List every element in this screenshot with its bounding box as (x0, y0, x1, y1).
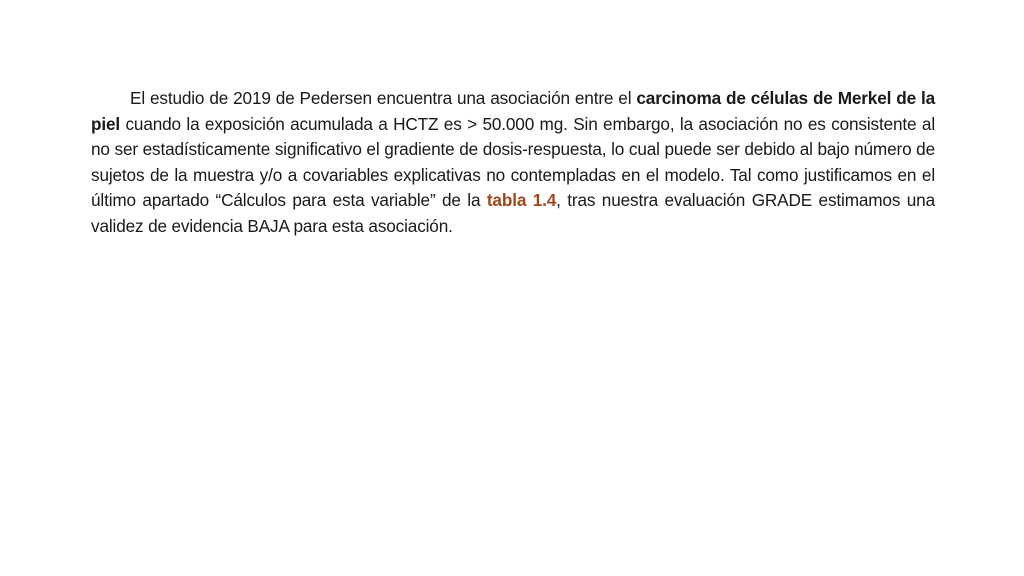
paragraph-text-3: , tras nuestra evaluación GRADE estimamos una validez de evidencia BAJA para esta asociación. (91, 190, 935, 236)
paragraph-text-1: El estudio de 2019 de Pedersen encuentra una asociación entre el (130, 88, 637, 108)
table-reference-link[interactable]: tabla 1.4 (486, 190, 557, 210)
paragraph-text-2: cuando la exposición acumulada a HCTZ es > 50.000 mg. Sin embargo, la asociación no es consistente al no ser estadísticamente significativo el gradiente de dosis-respuesta, lo cual puede ser debido al bajo número de sujetos de la muestra y/o a covariables explicativas no contempladas en el modelo. Tal como justificamos en el último apartado “Cálculos para esta variable” de la (91, 113, 935, 210)
body-paragraph (91, 86, 935, 239)
highlighted-term: carcinoma de células de Merkel de la piel (91, 88, 936, 134)
